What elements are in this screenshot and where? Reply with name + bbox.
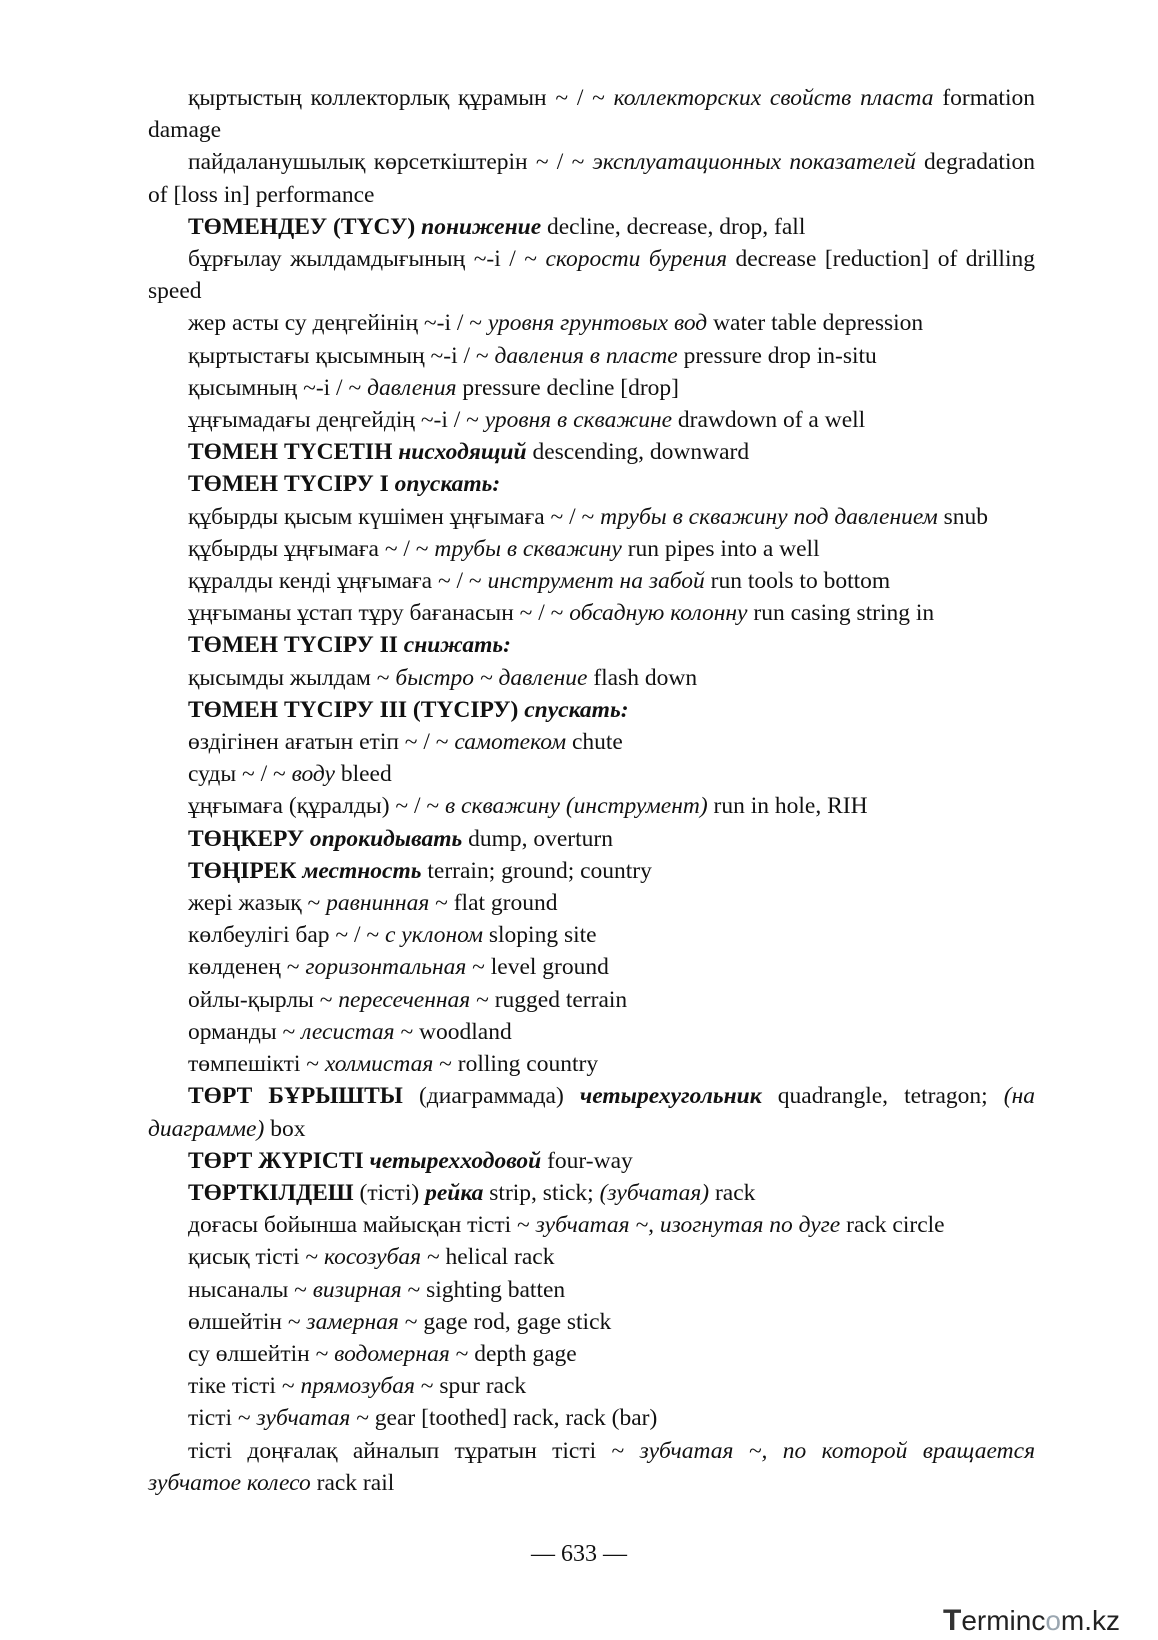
subentry	[148, 533, 1035, 565]
term-en-extra: box	[264, 1115, 306, 1142]
term-ru: коллекторских свойств пласта	[613, 85, 934, 111]
term-ru: самотеком	[454, 729, 567, 756]
subentry	[148, 1016, 1035, 1048]
term-en: pressure drop in-situ	[677, 342, 877, 369]
term-en: quadrangle, tetragon;	[761, 1083, 1004, 1110]
headword-ru: снижать:	[403, 632, 511, 659]
term-ru: обсадную колонну	[569, 600, 748, 627]
subentry	[148, 662, 1035, 694]
term-ru: лесистая	[301, 1018, 395, 1045]
subentry	[148, 82, 1035, 146]
term-kz: қысымның ~-і / ~	[188, 374, 368, 401]
term-ru-note: (зубчатая)	[599, 1179, 710, 1206]
headword-kz: ТӨМЕН ТҮСІРУ ІІІ (ТҮСІРУ)	[188, 696, 525, 723]
headword-kz: ТӨРТКІЛДЕШ	[188, 1179, 360, 1206]
headword-ru: спускать:	[524, 696, 629, 723]
headword-entry	[148, 1080, 1035, 1144]
term-en: degradation of [loss in] performance	[148, 149, 1035, 208]
term-ru: инструмент на забой	[487, 568, 705, 595]
term-kz: құралды кенді ұңғымаға ~ / ~	[188, 568, 488, 595]
term-en: sloping site	[483, 922, 597, 949]
term-kz: тісті ~	[188, 1405, 257, 1432]
term-kz: құбырды ұңғымаға ~ / ~	[188, 535, 435, 562]
term-en: ~ level ground	[466, 954, 609, 981]
subentry	[148, 919, 1035, 951]
term-en: four-way	[541, 1147, 633, 1174]
headword-kz: ТӨМЕНДЕУ (ТҮСУ)	[188, 213, 422, 240]
term-ru: быстро ~ давление	[395, 664, 588, 691]
term-en: ~ flat ground	[429, 890, 558, 917]
term-en: water table depression	[707, 310, 924, 337]
term-kz: қисық тісті ~	[188, 1244, 324, 1271]
term-kz: пайдаланушылық көрсеткіштерін ~ / ~	[188, 149, 593, 176]
term-kz: қысымды жылдам ~	[188, 664, 396, 691]
subentry	[148, 1370, 1035, 1402]
subentry	[148, 404, 1035, 436]
term-en: descending, downward	[526, 439, 750, 466]
term-en: snub	[937, 503, 989, 530]
headword-kz: ТӨҢІРЕК	[188, 857, 303, 884]
headword-entry	[148, 436, 1035, 468]
term-kz: бұрғылау жылдамдығының ~-і / ~	[188, 246, 546, 273]
term-kz: тісті доңғалақ айналып тұратын тісті ~	[188, 1437, 640, 1464]
headword-entry	[148, 468, 1035, 500]
subentry	[148, 307, 1035, 339]
term-kz: қыртыстың коллекторлық құрамын ~ / ~	[188, 85, 614, 111]
term-ru: холмистая	[324, 1051, 434, 1078]
term-kz: жері жазық ~	[188, 890, 327, 917]
term-kz-note: (диаграммада)	[418, 1083, 580, 1110]
headword-kz: ТӨМЕН ТҮСІРУ І	[188, 471, 395, 498]
dictionary-page	[148, 82, 1035, 1499]
subentry	[148, 1209, 1035, 1241]
term-ru: трубы в скважину	[434, 535, 622, 562]
term-kz: ойлы-қырлы ~	[188, 986, 339, 1013]
subentry	[148, 565, 1035, 597]
term-en: ~ spur rack	[414, 1373, 527, 1400]
term-en: rack rail	[310, 1469, 395, 1496]
term-ru: с уклоном	[385, 922, 483, 949]
term-ru: прямозубая	[300, 1373, 415, 1400]
headword-kz: ТӨҢКЕРУ	[188, 825, 310, 852]
headword-ru: четырехугольник	[579, 1083, 762, 1110]
headword-entry	[148, 211, 1035, 243]
term-ru: равнинная	[326, 890, 430, 917]
term-en: chute	[566, 729, 623, 756]
term-kz: ұңғыманы ұстап тұру бағанасын ~ / ~	[188, 600, 570, 627]
headword-ru: местность	[302, 857, 422, 884]
term-ru: пересеченная	[338, 986, 471, 1013]
headword-kz: ТӨМЕН ТҮСЕТІН	[188, 439, 399, 466]
headword-entry	[148, 855, 1035, 887]
term-kz: көлденең ~	[188, 954, 306, 981]
term-kz: суды ~ / ~	[188, 761, 292, 788]
term-en-extra: rack	[709, 1179, 756, 1206]
term-en: drawdown of a well	[672, 407, 866, 434]
term-en: rack circle	[840, 1212, 945, 1239]
headword-ru: опрокидывать	[309, 825, 463, 852]
headword-entry	[148, 823, 1035, 855]
term-en: strip, stick;	[483, 1179, 600, 1206]
term-ru: зубчатая ~, изогнутая по дуге	[535, 1212, 841, 1239]
subentry	[148, 1435, 1035, 1499]
term-ru: трубы в скважину под давлением	[600, 503, 938, 530]
term-ru: воду	[291, 761, 335, 788]
subentry	[148, 146, 1035, 210]
term-ru: эксплуатационных показателей	[592, 149, 916, 176]
subentry	[148, 501, 1035, 533]
term-en: formation damage	[148, 85, 1035, 144]
subentry	[148, 1274, 1035, 1306]
term-en: dump, overturn	[462, 825, 613, 852]
headword-entry	[148, 1177, 1035, 1209]
headword-entry	[148, 1145, 1035, 1177]
term-en: pressure decline [drop]	[456, 374, 680, 401]
subentry	[148, 984, 1035, 1016]
headword-ru: нисходящий	[398, 439, 527, 466]
term-ru: в скважину (инструмент)	[444, 793, 708, 820]
term-ru: скорости бурения	[545, 246, 728, 273]
subentry	[148, 887, 1035, 919]
page-number: — 633 —	[531, 1541, 627, 1567]
term-kz: нысаналы ~	[188, 1276, 313, 1303]
headword-ru: опускать:	[394, 471, 501, 498]
termincom-logo: Termincom.kz	[943, 1604, 1121, 1637]
term-ru: давления в пласте	[494, 342, 678, 369]
term-ru: уровня грунтовых вод	[487, 310, 708, 337]
term-ru: зубчатая ~, по которой вращается зубчатое колесо	[148, 1437, 1035, 1496]
term-en: ~ woodland	[394, 1018, 512, 1045]
subentry	[148, 1402, 1035, 1434]
headword-ru: четырехходовой	[369, 1147, 542, 1174]
term-ru: визирная	[312, 1276, 402, 1303]
headword-kz: ТӨРТ ЖҮРІСТІ	[188, 1147, 370, 1174]
term-en: ~ gage rod, gage stick	[398, 1308, 612, 1335]
subentry	[148, 340, 1035, 372]
headword-ru: рейка	[425, 1179, 484, 1206]
subentry	[148, 758, 1035, 790]
subentry	[148, 597, 1035, 629]
term-kz: өлшейтін ~	[188, 1308, 307, 1335]
term-ru: давления	[367, 374, 457, 401]
term-kz: су өлшейтін ~	[188, 1340, 335, 1367]
term-ru: водомерная	[334, 1340, 450, 1367]
term-ru-note: (на диаграмме)	[148, 1083, 1035, 1142]
term-ru: замерная	[306, 1308, 399, 1335]
term-en: ~ gear [toothed] rack, rack (bar)	[350, 1405, 658, 1432]
term-kz-note: (тісті)	[359, 1179, 426, 1206]
subentry	[148, 790, 1035, 822]
term-en: ~ rugged terrain	[470, 986, 628, 1013]
term-kz: жер асты су деңгейінің ~-і / ~	[188, 310, 488, 337]
headword-ru: понижение	[421, 213, 542, 240]
headword-kz: ТӨМЕН ТҮСІРУ ІІ	[188, 632, 404, 659]
term-kz: ұңғымадағы деңгейдің ~-і / ~	[188, 407, 485, 434]
term-en: ~ helical rack	[421, 1244, 555, 1271]
term-kz: төмпешікті ~	[188, 1051, 325, 1078]
subentry	[148, 951, 1035, 983]
term-en: decline, decrease, drop, fall	[541, 213, 806, 240]
term-kz: ұңғымаға (құралды) ~ / ~	[188, 793, 445, 820]
term-en: run pipes into a well	[621, 535, 820, 562]
term-ru: косозубая	[324, 1244, 422, 1271]
term-en: decrease [reduction] of drilling speed	[148, 246, 1035, 305]
term-kz: доғасы бойынша майысқан тісті ~	[188, 1212, 536, 1239]
headword-kz: ТӨРТ БҰРЫШТЫ	[188, 1083, 419, 1110]
term-kz: қыртыстағы қысымның ~-і / ~	[188, 342, 495, 369]
term-kz: өздігінен ағатын етіп ~ / ~	[188, 729, 455, 756]
subentry	[148, 1048, 1035, 1080]
term-en: terrain; ground; country	[421, 857, 652, 884]
term-en: ~ depth gage	[449, 1340, 577, 1367]
term-kz: орманды ~	[188, 1018, 302, 1045]
subentry	[148, 726, 1035, 758]
term-en: flash down	[587, 664, 698, 691]
term-ru: уровня в скважине	[484, 407, 673, 434]
subentry	[148, 1338, 1035, 1370]
term-en: run tools to bottom	[704, 568, 891, 595]
term-en: run in hole, RIH	[707, 793, 868, 820]
subentry	[148, 1241, 1035, 1273]
headword-entry	[148, 629, 1035, 661]
term-ru: зубчатая	[256, 1405, 351, 1432]
term-ru: горизонтальная	[305, 954, 467, 981]
term-kz: көлбеулігі бар ~ / ~	[188, 922, 385, 949]
term-en: ~ rolling country	[433, 1051, 599, 1078]
headword-entry	[148, 694, 1035, 726]
subentry	[148, 372, 1035, 404]
term-kz: тіке тісті ~	[188, 1373, 301, 1400]
term-en: bleed	[334, 761, 392, 788]
term-kz: құбырды қысым күшімен ұңғымаға ~ / ~	[188, 503, 601, 530]
term-en: ~ sighting batten	[401, 1276, 566, 1303]
subentry	[148, 1306, 1035, 1338]
term-en: run casing string in	[747, 600, 935, 627]
subentry	[148, 243, 1035, 307]
